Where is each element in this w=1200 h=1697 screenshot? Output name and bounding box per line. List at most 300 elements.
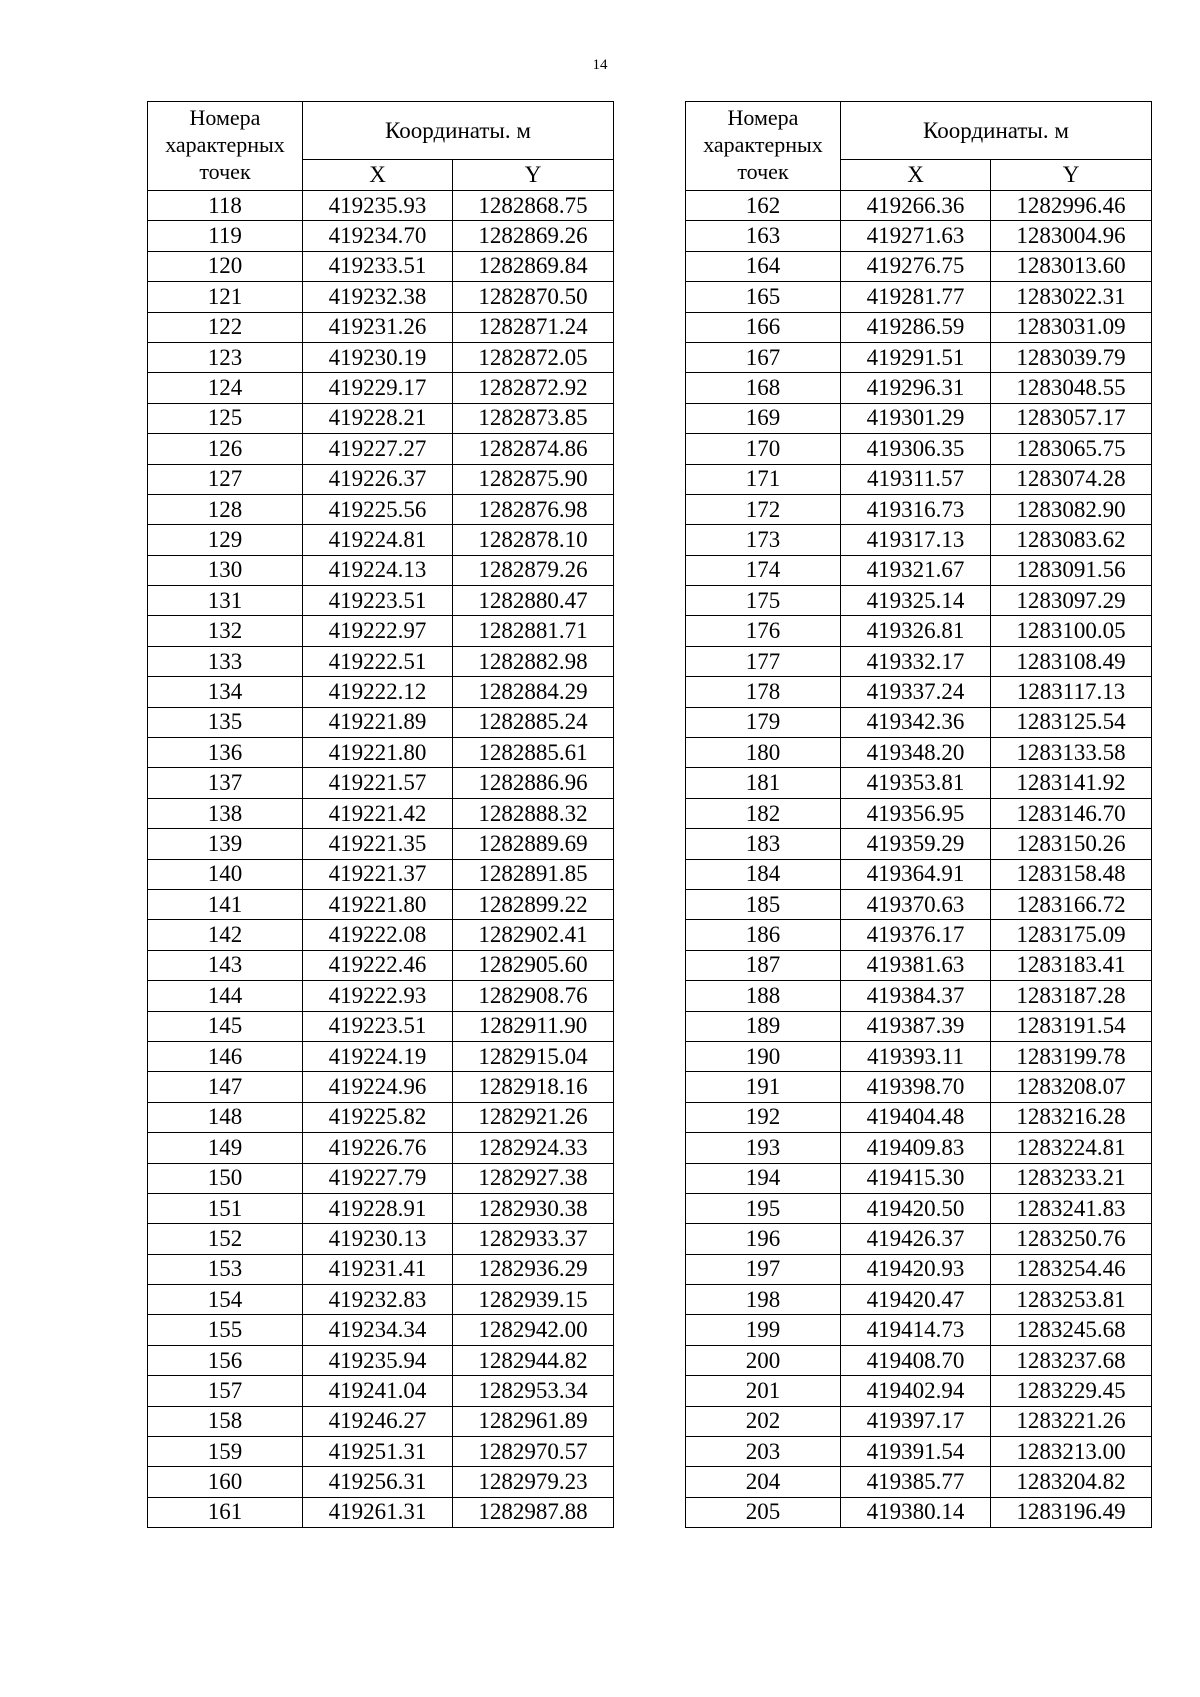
table-row <box>686 1376 1152 1406</box>
y-coordinate-cell: 1282891.85 <box>453 859 614 889</box>
y-coordinate-cell: 1282869.84 <box>453 251 614 281</box>
y-coordinate-cell: 1282875.90 <box>453 464 614 494</box>
x-coordinate-cell: 419221.80 <box>303 889 453 919</box>
table-row <box>148 859 614 889</box>
point-number-cell: 154 <box>148 1285 303 1315</box>
y-coordinate-cell: 1282871.24 <box>453 312 614 342</box>
x-coordinate-cell: 419222.46 <box>303 950 453 980</box>
x-coordinate-cell: 419296.31 <box>841 373 991 403</box>
x-coordinate-cell: 419398.70 <box>841 1072 991 1102</box>
point-number-cell: 124 <box>148 373 303 403</box>
y-coordinate-cell: 1283082.90 <box>991 494 1152 524</box>
x-coordinate-cell: 419224.81 <box>303 525 453 555</box>
y-coordinate-cell: 1283199.78 <box>991 1041 1152 1071</box>
table-row <box>148 707 614 737</box>
point-number-cell: 178 <box>686 677 841 707</box>
table-row <box>148 1163 614 1193</box>
table-row <box>686 221 1152 251</box>
point-number-cell: 157 <box>148 1376 303 1406</box>
y-coordinate-cell: 1283204.82 <box>991 1467 1152 1497</box>
x-coordinate-cell: 419232.83 <box>303 1285 453 1315</box>
point-number-cell: 167 <box>686 342 841 372</box>
y-coordinate-cell: 1283074.28 <box>991 464 1152 494</box>
y-coordinate-cell: 1282884.29 <box>453 677 614 707</box>
point-number-cell: 192 <box>686 1102 841 1132</box>
point-number-cell: 174 <box>686 555 841 585</box>
x-coordinate-cell: 419397.17 <box>841 1406 991 1436</box>
y-coordinate-cell: 1282987.88 <box>453 1497 614 1527</box>
y-coordinate-cell: 1283237.68 <box>991 1345 1152 1375</box>
table-row <box>686 282 1152 312</box>
x-coordinate-cell: 419234.70 <box>303 221 453 251</box>
x-coordinate-cell: 419385.77 <box>841 1467 991 1497</box>
x-coordinate-cell: 419232.38 <box>303 282 453 312</box>
x-coordinate-cell: 419223.51 <box>303 586 453 616</box>
table-row <box>148 1406 614 1436</box>
point-number-cell: 190 <box>686 1041 841 1071</box>
x-coordinate-cell: 419409.83 <box>841 1133 991 1163</box>
x-coordinate-cell: 419286.59 <box>841 312 991 342</box>
y-coordinate-cell: 1283146.70 <box>991 798 1152 828</box>
y-coordinate-cell: 1283150.26 <box>991 829 1152 859</box>
point-number-cell: 119 <box>148 221 303 251</box>
x-coordinate-cell: 419223.51 <box>303 1011 453 1041</box>
table-row <box>148 555 614 585</box>
points-column-header: Номера характерных точек <box>686 102 841 191</box>
table-row <box>148 616 614 646</box>
coordinates-table-body <box>148 191 614 1528</box>
table-row <box>148 798 614 828</box>
y-coordinate-cell: 1282915.04 <box>453 1041 614 1071</box>
y-coordinate-cell: 1282933.37 <box>453 1224 614 1254</box>
table-row <box>148 251 614 281</box>
point-number-cell: 172 <box>686 494 841 524</box>
point-number-cell: 169 <box>686 403 841 433</box>
table-row <box>686 616 1152 646</box>
x-coordinate-cell: 419301.29 <box>841 403 991 433</box>
x-coordinate-cell: 419402.94 <box>841 1376 991 1406</box>
x-coordinate-cell: 419415.30 <box>841 1163 991 1193</box>
table-row <box>686 464 1152 494</box>
x-coordinate-cell: 419224.13 <box>303 555 453 585</box>
point-number-cell: 130 <box>148 555 303 585</box>
table-row <box>148 889 614 919</box>
table-row <box>686 312 1152 342</box>
x-coordinate-cell: 419276.75 <box>841 251 991 281</box>
table-row <box>148 494 614 524</box>
y-coordinate-cell: 1283224.81 <box>991 1133 1152 1163</box>
table-row <box>148 1437 614 1467</box>
x-coordinate-cell: 419222.51 <box>303 646 453 676</box>
x-coordinate-cell: 419408.70 <box>841 1345 991 1375</box>
y-coordinate-cell: 1283013.60 <box>991 251 1152 281</box>
x-coordinate-cell: 419387.39 <box>841 1011 991 1041</box>
x-coordinate-cell: 419321.67 <box>841 555 991 585</box>
point-number-cell: 186 <box>686 920 841 950</box>
table-row <box>148 1497 614 1527</box>
y-coordinate-cell: 1282905.60 <box>453 950 614 980</box>
y-coordinate-cell: 1282879.26 <box>453 555 614 585</box>
point-number-cell: 171 <box>686 464 841 494</box>
coordinates-column-header: Координаты. м <box>841 102 1152 160</box>
point-number-cell: 156 <box>148 1345 303 1375</box>
point-number-cell: 202 <box>686 1406 841 1436</box>
x-coordinate-cell: 419370.63 <box>841 889 991 919</box>
point-number-cell: 140 <box>148 859 303 889</box>
table-row <box>148 1041 614 1071</box>
x-coordinate-cell: 419261.31 <box>303 1497 453 1527</box>
table-row <box>686 586 1152 616</box>
x-coordinate-cell: 419404.48 <box>841 1102 991 1132</box>
point-number-cell: 184 <box>686 859 841 889</box>
point-number-cell: 122 <box>148 312 303 342</box>
table-row <box>686 434 1152 464</box>
table-row <box>686 1285 1152 1315</box>
y-coordinate-cell: 1282872.05 <box>453 342 614 372</box>
table-row <box>148 373 614 403</box>
table-row <box>148 768 614 798</box>
point-number-cell: 147 <box>148 1072 303 1102</box>
point-number-cell: 194 <box>686 1163 841 1193</box>
table-row <box>148 1011 614 1041</box>
y-coordinate-cell: 1283254.46 <box>991 1254 1152 1284</box>
y-coordinate-cell: 1283048.55 <box>991 373 1152 403</box>
table-row <box>148 950 614 980</box>
x-coordinate-cell: 419420.47 <box>841 1285 991 1315</box>
x-coordinate-cell: 419332.17 <box>841 646 991 676</box>
point-number-cell: 128 <box>148 494 303 524</box>
x-coordinate-cell: 419221.42 <box>303 798 453 828</box>
x-coordinate-cell: 419228.91 <box>303 1193 453 1223</box>
point-number-cell: 204 <box>686 1467 841 1497</box>
table-row <box>686 1102 1152 1132</box>
y-coordinate-cell: 1282874.86 <box>453 434 614 464</box>
x-coordinate-cell: 419426.37 <box>841 1224 991 1254</box>
y-coordinate-cell: 1283253.81 <box>991 1285 1152 1315</box>
x-coordinate-cell: 419235.93 <box>303 191 453 221</box>
y-coordinate-cell: 1283183.41 <box>991 950 1152 980</box>
point-number-cell: 126 <box>148 434 303 464</box>
x-coordinate-cell: 419221.37 <box>303 859 453 889</box>
x-coordinate-cell: 419228.21 <box>303 403 453 433</box>
x-coordinate-cell: 419221.80 <box>303 738 453 768</box>
point-number-cell: 136 <box>148 738 303 768</box>
x-coordinate-cell: 419326.81 <box>841 616 991 646</box>
x-coordinate-cell: 419391.54 <box>841 1437 991 1467</box>
table-row <box>148 282 614 312</box>
point-number-cell: 183 <box>686 829 841 859</box>
y-coordinate-cell: 1283022.31 <box>991 282 1152 312</box>
y-coordinate-cell: 1283221.26 <box>991 1406 1152 1436</box>
x-coordinate-cell: 419231.26 <box>303 312 453 342</box>
table-row <box>148 646 614 676</box>
point-number-cell: 148 <box>148 1102 303 1132</box>
x-coordinate-cell: 419316.73 <box>841 494 991 524</box>
table-row <box>686 191 1152 221</box>
table-row <box>148 1467 614 1497</box>
table-row <box>686 768 1152 798</box>
y-coordinate-cell: 1283083.62 <box>991 525 1152 555</box>
y-coordinate-cell: 1282872.92 <box>453 373 614 403</box>
table-row <box>686 920 1152 950</box>
point-number-cell: 191 <box>686 1072 841 1102</box>
x-coordinate-cell: 419241.04 <box>303 1376 453 1406</box>
y-coordinate-cell: 1283125.54 <box>991 707 1152 737</box>
x-column-header: X <box>841 160 991 191</box>
point-number-cell: 150 <box>148 1163 303 1193</box>
y-coordinate-cell: 1282868.75 <box>453 191 614 221</box>
x-coordinate-cell: 419281.77 <box>841 282 991 312</box>
y-coordinate-cell: 1283191.54 <box>991 1011 1152 1041</box>
x-coordinate-cell: 419226.37 <box>303 464 453 494</box>
y-coordinate-cell: 1283097.29 <box>991 586 1152 616</box>
table-row <box>148 342 614 372</box>
x-coordinate-cell: 419420.50 <box>841 1193 991 1223</box>
point-number-cell: 170 <box>686 434 841 464</box>
y-coordinate-cell: 1283175.09 <box>991 920 1152 950</box>
table-row <box>686 950 1152 980</box>
y-coordinate-cell: 1282886.96 <box>453 768 614 798</box>
point-number-cell: 135 <box>148 707 303 737</box>
x-coordinate-cell: 419381.63 <box>841 950 991 980</box>
table-row <box>148 1285 614 1315</box>
x-coordinate-cell: 419414.73 <box>841 1315 991 1345</box>
table-row <box>686 707 1152 737</box>
point-number-cell: 179 <box>686 707 841 737</box>
point-number-cell: 188 <box>686 981 841 1011</box>
point-number-cell: 205 <box>686 1497 841 1527</box>
point-number-cell: 120 <box>148 251 303 281</box>
point-number-cell: 187 <box>686 950 841 980</box>
x-coordinate-cell: 419222.93 <box>303 981 453 1011</box>
y-coordinate-cell: 1283245.68 <box>991 1315 1152 1345</box>
point-number-cell: 166 <box>686 312 841 342</box>
y-coordinate-cell: 1282979.23 <box>453 1467 614 1497</box>
y-coordinate-cell: 1282911.90 <box>453 1011 614 1041</box>
table-row <box>686 1497 1152 1527</box>
page-number: 14 <box>592 57 608 73</box>
table-row <box>686 646 1152 676</box>
y-coordinate-cell: 1282944.82 <box>453 1345 614 1375</box>
y-coordinate-cell: 1282924.33 <box>453 1133 614 1163</box>
table-row <box>148 221 614 251</box>
point-number-cell: 199 <box>686 1315 841 1345</box>
x-coordinate-cell: 419306.35 <box>841 434 991 464</box>
points-column-header: Номера характерных точек <box>148 102 303 191</box>
table-row <box>686 1315 1152 1345</box>
point-number-cell: 153 <box>148 1254 303 1284</box>
y-coordinate-cell: 1283117.13 <box>991 677 1152 707</box>
y-coordinate-cell: 1282953.34 <box>453 1376 614 1406</box>
x-coordinate-cell: 419359.29 <box>841 829 991 859</box>
x-coordinate-cell: 419256.31 <box>303 1467 453 1497</box>
point-number-cell: 165 <box>686 282 841 312</box>
table-row <box>148 1102 614 1132</box>
point-number-cell: 189 <box>686 1011 841 1041</box>
coordinates-table-right <box>685 101 1152 1528</box>
y-column-header: Y <box>991 160 1152 191</box>
x-coordinate-cell: 419380.14 <box>841 1497 991 1527</box>
point-number-cell: 200 <box>686 1345 841 1375</box>
y-coordinate-cell: 1282927.38 <box>453 1163 614 1193</box>
table-row <box>148 677 614 707</box>
y-coordinate-cell: 1283065.75 <box>991 434 1152 464</box>
y-coordinate-cell: 1282885.61 <box>453 738 614 768</box>
x-coordinate-cell: 419376.17 <box>841 920 991 950</box>
x-coordinate-cell: 419266.36 <box>841 191 991 221</box>
y-coordinate-cell: 1282930.38 <box>453 1193 614 1223</box>
x-coordinate-cell: 419420.93 <box>841 1254 991 1284</box>
point-number-cell: 155 <box>148 1315 303 1345</box>
y-coordinate-cell: 1283091.56 <box>991 555 1152 585</box>
y-coordinate-cell: 1282889.69 <box>453 829 614 859</box>
y-coordinate-cell: 1282878.10 <box>453 525 614 555</box>
point-number-cell: 141 <box>148 889 303 919</box>
table-row <box>148 525 614 555</box>
point-number-cell: 168 <box>686 373 841 403</box>
point-number-cell: 163 <box>686 221 841 251</box>
y-coordinate-cell: 1282921.26 <box>453 1102 614 1132</box>
point-number-cell: 173 <box>686 525 841 555</box>
point-number-cell: 138 <box>148 798 303 828</box>
table-row <box>148 1072 614 1102</box>
table-row <box>686 1072 1152 1102</box>
table-row <box>686 1437 1152 1467</box>
x-column-header: X <box>303 160 453 191</box>
table-row <box>686 859 1152 889</box>
y-coordinate-cell: 1283187.28 <box>991 981 1152 1011</box>
x-coordinate-cell: 419234.34 <box>303 1315 453 1345</box>
x-coordinate-cell: 419246.27 <box>303 1406 453 1436</box>
y-coordinate-cell: 1283057.17 <box>991 403 1152 433</box>
point-number-cell: 121 <box>148 282 303 312</box>
table-row <box>686 494 1152 524</box>
x-coordinate-cell: 419225.56 <box>303 494 453 524</box>
point-number-cell: 193 <box>686 1133 841 1163</box>
table-row <box>686 1041 1152 1071</box>
coordinates-table-left <box>147 101 614 1528</box>
x-coordinate-cell: 419384.37 <box>841 981 991 1011</box>
x-coordinate-cell: 419337.24 <box>841 677 991 707</box>
table-row <box>148 312 614 342</box>
table-row <box>686 738 1152 768</box>
y-coordinate-cell: 1283141.92 <box>991 768 1152 798</box>
table-row <box>686 981 1152 1011</box>
table-row <box>148 464 614 494</box>
y-column-header: Y <box>453 160 614 191</box>
point-number-cell: 129 <box>148 525 303 555</box>
table-row <box>148 920 614 950</box>
table-row <box>148 1133 614 1163</box>
table-row <box>686 889 1152 919</box>
x-coordinate-cell: 419222.97 <box>303 616 453 646</box>
point-number-cell: 134 <box>148 677 303 707</box>
table-row <box>686 1133 1152 1163</box>
point-number-cell: 132 <box>148 616 303 646</box>
x-coordinate-cell: 419224.96 <box>303 1072 453 1102</box>
x-coordinate-cell: 419251.31 <box>303 1437 453 1467</box>
point-number-cell: 125 <box>148 403 303 433</box>
point-number-cell: 158 <box>148 1406 303 1436</box>
table-row <box>686 829 1152 859</box>
x-coordinate-cell: 419342.36 <box>841 707 991 737</box>
table-row <box>686 1254 1152 1284</box>
point-number-cell: 145 <box>148 1011 303 1041</box>
x-coordinate-cell: 419230.13 <box>303 1224 453 1254</box>
y-coordinate-cell: 1282880.47 <box>453 586 614 616</box>
point-number-cell: 181 <box>686 768 841 798</box>
y-coordinate-cell: 1283031.09 <box>991 312 1152 342</box>
table-row <box>148 1376 614 1406</box>
x-coordinate-cell: 419311.57 <box>841 464 991 494</box>
table-row <box>686 251 1152 281</box>
y-coordinate-cell: 1282899.22 <box>453 889 614 919</box>
y-coordinate-cell: 1282881.71 <box>453 616 614 646</box>
y-coordinate-cell: 1282970.57 <box>453 1437 614 1467</box>
point-number-cell: 203 <box>686 1437 841 1467</box>
y-coordinate-cell: 1283208.07 <box>991 1072 1152 1102</box>
point-number-cell: 201 <box>686 1376 841 1406</box>
x-coordinate-cell: 419230.19 <box>303 342 453 372</box>
table-row <box>686 798 1152 828</box>
y-coordinate-cell: 1283216.28 <box>991 1102 1152 1132</box>
point-number-cell: 180 <box>686 738 841 768</box>
table-row <box>686 1406 1152 1436</box>
point-number-cell: 185 <box>686 889 841 919</box>
table-row <box>686 1163 1152 1193</box>
x-coordinate-cell: 419235.94 <box>303 1345 453 1375</box>
x-coordinate-cell: 419231.41 <box>303 1254 453 1284</box>
y-coordinate-cell: 1283108.49 <box>991 646 1152 676</box>
point-number-cell: 164 <box>686 251 841 281</box>
x-coordinate-cell: 419348.20 <box>841 738 991 768</box>
x-coordinate-cell: 419393.11 <box>841 1041 991 1071</box>
point-number-cell: 161 <box>148 1497 303 1527</box>
table-row <box>148 829 614 859</box>
coordinates-column-header: Координаты. м <box>303 102 614 160</box>
point-number-cell: 152 <box>148 1224 303 1254</box>
y-coordinate-cell: 1282876.98 <box>453 494 614 524</box>
table-row <box>148 1193 614 1223</box>
point-number-cell: 160 <box>148 1467 303 1497</box>
table-row <box>148 586 614 616</box>
y-coordinate-cell: 1282885.24 <box>453 707 614 737</box>
y-coordinate-cell: 1282888.32 <box>453 798 614 828</box>
point-number-cell: 137 <box>148 768 303 798</box>
point-number-cell: 159 <box>148 1437 303 1467</box>
table-row <box>148 1254 614 1284</box>
table-row <box>148 981 614 1011</box>
x-coordinate-cell: 419291.51 <box>841 342 991 372</box>
point-number-cell: 143 <box>148 950 303 980</box>
x-coordinate-cell: 419325.14 <box>841 586 991 616</box>
point-number-cell: 197 <box>686 1254 841 1284</box>
y-coordinate-cell: 1283004.96 <box>991 221 1152 251</box>
x-coordinate-cell: 419364.91 <box>841 859 991 889</box>
point-number-cell: 123 <box>148 342 303 372</box>
x-coordinate-cell: 419222.12 <box>303 677 453 707</box>
x-coordinate-cell: 419221.89 <box>303 707 453 737</box>
y-coordinate-cell: 1283039.79 <box>991 342 1152 372</box>
y-coordinate-cell: 1283133.58 <box>991 738 1152 768</box>
y-coordinate-cell: 1283213.00 <box>991 1437 1152 1467</box>
y-coordinate-cell: 1283166.72 <box>991 889 1152 919</box>
y-coordinate-cell: 1283196.49 <box>991 1497 1152 1527</box>
x-coordinate-cell: 419222.08 <box>303 920 453 950</box>
table-row <box>686 555 1152 585</box>
x-coordinate-cell: 419224.19 <box>303 1041 453 1071</box>
table-row <box>148 434 614 464</box>
